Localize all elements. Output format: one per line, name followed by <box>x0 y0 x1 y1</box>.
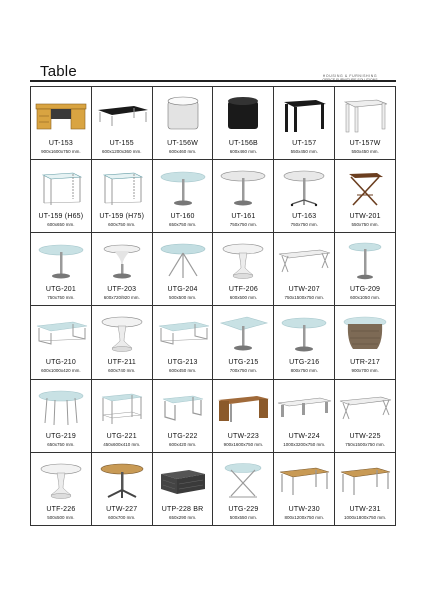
glass-sled-table-icon <box>155 385 211 429</box>
product-code: UT-159 (H65) <box>38 213 84 221</box>
product-grid <box>30 86 396 526</box>
bar-table-icon <box>337 238 393 282</box>
product-cell <box>31 160 92 233</box>
product-code: UTG-221 <box>106 432 137 440</box>
product-cell <box>274 233 335 306</box>
wooden-dining-table-icon <box>337 458 393 502</box>
office-desk-icon <box>33 92 89 136</box>
glass-four-leg-table-icon <box>33 385 89 429</box>
product-code: UTG-215 <box>228 359 259 367</box>
product-code: UT-157W <box>349 140 381 147</box>
pedestal-glass-table-icon <box>155 165 211 209</box>
product-code: UTG-201 <box>45 286 76 294</box>
pedestal-glass-table-icon <box>33 238 89 282</box>
product-dimensions: 600x420 mm. <box>168 441 197 447</box>
product-cell <box>213 453 274 526</box>
product-code: UTW-227 <box>106 505 138 513</box>
product-cell <box>213 233 274 306</box>
product-cell <box>92 160 153 233</box>
product-dimensions: 600x1000x420 mm. <box>41 368 81 374</box>
tulip-table-icon <box>215 238 271 282</box>
product-code: UTR-217 <box>350 359 380 367</box>
product-dimensions: 600x750 mm. <box>108 222 136 228</box>
product-dimensions: 600x1050 mm. <box>350 295 380 301</box>
product-cell <box>213 160 274 233</box>
product-code: UTW-230 <box>288 505 320 513</box>
product-dimensions: 500x500 mm. <box>47 514 75 520</box>
product-cell <box>335 453 396 526</box>
product-cell <box>31 87 92 160</box>
product-cell <box>335 306 396 379</box>
product-code: UTF-226 <box>46 505 76 513</box>
black-drum-table-icon <box>215 92 271 136</box>
product-dimensions: 650x750 mm. <box>168 222 197 228</box>
product-cell <box>31 453 92 526</box>
glass-cube-table-icon <box>33 165 89 209</box>
wooden-desk-icon <box>215 385 271 429</box>
pedestal-table-icon <box>215 165 271 209</box>
product-dimensions: 750x750 mm. <box>47 295 75 301</box>
product-code: UTG-209 <box>349 286 381 294</box>
product-dimensions: 650x290 mm. <box>168 514 197 520</box>
product-dimensions: 900x700 mm. <box>351 368 379 374</box>
square-glass-pedestal-table-icon <box>215 311 271 355</box>
cafe-table-icon <box>94 458 150 502</box>
product-dimensions: 650x750 mm. <box>47 441 75 447</box>
product-dimensions: 600x460 mm. <box>168 149 197 154</box>
white-drum-table-icon <box>155 92 211 136</box>
pedestal-glass-table-icon <box>276 311 332 355</box>
product-dimensions: 600x460 mm. <box>229 149 258 154</box>
product-code: UTW-231 <box>349 505 381 513</box>
product-dimensions: 1000x3200x750 mm. <box>283 441 326 447</box>
black-side-table-icon <box>276 92 332 136</box>
glass-side-table-icon <box>94 385 150 429</box>
product-dimensions: 900x1600x750 mm. <box>41 149 81 154</box>
product-cell <box>153 160 214 233</box>
product-code: UTW-201 <box>349 213 381 221</box>
product-code: UTF-203 <box>107 286 137 294</box>
folding-long-table-icon <box>276 238 332 282</box>
glass-cube-table-icon <box>94 165 150 209</box>
product-code: UT-160 <box>170 213 195 221</box>
white-side-table-icon <box>337 92 393 136</box>
product-cell <box>274 87 335 160</box>
rattan-box-table-icon <box>155 458 211 502</box>
product-code: UT-155 <box>109 140 134 147</box>
product-code: UTG-222 <box>167 432 198 440</box>
title-divider <box>30 80 396 82</box>
product-cell <box>213 380 274 453</box>
product-code: UT-157 <box>292 140 317 147</box>
product-cell <box>92 233 153 306</box>
product-cell <box>31 380 92 453</box>
product-cell <box>92 453 153 526</box>
product-dimensions: 600x740 mm. <box>108 368 136 374</box>
folding-long-table-icon <box>337 385 393 429</box>
product-cell <box>335 233 396 306</box>
product-code: UT-156W <box>167 140 199 147</box>
product-dimensions: 900x1600x750 mm. <box>223 441 264 447</box>
product-dimensions: 550x450 mm. <box>351 149 379 154</box>
product-cell <box>92 87 153 160</box>
product-code: UT-163 <box>292 213 317 221</box>
product-dimensions: 600x700 mm. <box>108 514 136 520</box>
wooden-dining-table-icon <box>276 458 332 502</box>
product-dimensions: 1000x1800x750 mm. <box>344 514 387 520</box>
product-code: UT-153 <box>48 140 73 147</box>
tulip-table-icon <box>33 458 89 502</box>
product-code: UTG-229 <box>228 505 259 513</box>
product-code: UTG-216 <box>289 359 320 367</box>
product-dimensions: 800x1200x750 mm. <box>284 514 324 520</box>
product-code: UTF-206 <box>228 286 258 294</box>
tulip-table-icon <box>94 311 150 355</box>
product-code: UTG-219 <box>45 432 76 440</box>
product-code: UTG-204 <box>167 286 198 294</box>
product-dimensions: 600x500 mm. <box>229 295 258 301</box>
product-dimensions: 550x450 mm. <box>290 149 318 154</box>
product-cell <box>274 380 335 453</box>
glass-cross-table-icon <box>215 458 271 502</box>
product-cell <box>335 160 396 233</box>
product-cell <box>213 306 274 379</box>
rattan-table-icon <box>337 311 393 355</box>
page-title: Table <box>40 63 77 80</box>
product-cell <box>153 306 214 379</box>
product-cell <box>153 233 214 306</box>
product-dimensions: 750x750 mm. <box>290 222 318 228</box>
product-dimensions: 500x500 mm. <box>168 295 197 301</box>
product-dimensions: 600x1200x360 mm. <box>101 149 142 154</box>
product-code: UTW-225 <box>349 432 381 440</box>
product-dimensions: 500x550 mm. <box>229 514 258 520</box>
product-code: UT-156B <box>228 140 258 147</box>
brand-line-1: HOUSING & FURNISHING <box>322 74 378 78</box>
tulip-bar-table-icon <box>94 238 150 282</box>
product-dimensions: 600x720/920 mm. <box>103 295 140 301</box>
product-cell <box>153 87 214 160</box>
product-cell <box>153 380 214 453</box>
product-dimensions: 550x750 mm. <box>351 222 379 228</box>
coffee-table-icon <box>94 92 150 136</box>
product-code: UTF-211 <box>107 359 136 367</box>
product-cell <box>274 453 335 526</box>
wooden-folding-table-icon <box>337 165 393 209</box>
product-code: UTW-224 <box>288 432 320 440</box>
product-code: UTG-210 <box>45 359 76 367</box>
product-code: UTW-223 <box>227 432 260 440</box>
product-cell <box>213 87 274 160</box>
glass-coffee-table-icon <box>155 311 211 355</box>
product-dimensions: 750x1500x750 mm. <box>284 295 324 301</box>
glass-tripod-table-icon <box>155 238 211 282</box>
product-code: UTG-213 <box>167 359 198 367</box>
product-cell <box>92 306 153 379</box>
product-dimensions: 700x750 mm. <box>229 368 258 374</box>
product-cell <box>92 380 153 453</box>
castor-table-icon <box>276 165 332 209</box>
product-cell <box>335 380 396 453</box>
product-cell <box>31 306 92 379</box>
conference-table-icon <box>276 385 332 429</box>
product-cell <box>335 87 396 160</box>
product-dimensions: 600x450 mm. <box>168 368 197 374</box>
product-dimensions: 800x750 mm. <box>290 368 318 374</box>
product-cell <box>31 233 92 306</box>
product-dimensions: 750x1500x750 mm. <box>345 441 385 447</box>
product-code: UT-161 <box>231 213 256 221</box>
product-dimensions: 600x650 mm. <box>47 222 75 228</box>
product-cell <box>153 453 214 526</box>
product-dimensions: 450x600x410 mm. <box>103 441 141 447</box>
product-dimensions: 750x750 mm. <box>229 222 258 228</box>
product-code: UTW-207 <box>288 286 320 294</box>
product-cell <box>274 306 335 379</box>
product-code: UT-159 (H75) <box>99 213 145 221</box>
product-cell <box>274 160 335 233</box>
product-code: UTP-228 BR <box>161 505 204 513</box>
glass-coffee-table-icon <box>33 311 89 355</box>
